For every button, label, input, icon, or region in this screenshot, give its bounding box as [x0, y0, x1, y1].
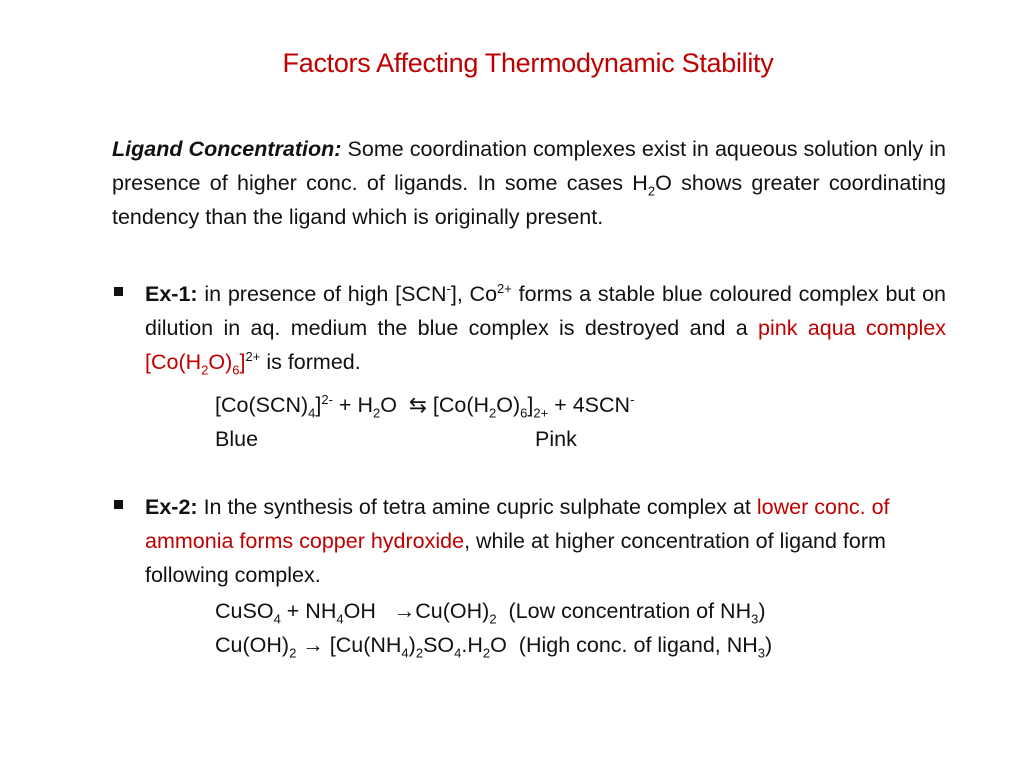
- intro-paragraph: Ligand Concentration: Some coordination complexes exist in aqueous solution only in presence of higher conc. of ligands. In some cases $H_2O$ shows greater coordinating tendency than the ligand which is originally present.: [112, 137, 947, 229]
- ex2-label: Ex-2:: [145, 495, 198, 519]
- ex2-red-text: lower conc. of ammonia forms copper hydroxide: [145, 495, 890, 553]
- intro-text: Some coordination complexes exist in aqueous solution only in presence of higher conc. of ligands. In some cases H: [112, 137, 946, 195]
- ex1-label: Ex-1:: [145, 282, 198, 306]
- bullet-ex1: Ex-1: in presence of high [SCN-], $Co^{2+}$ forms a stable blue coloured complex but on dilution in aq. medium the blue complex is destroyed and a pink aqua complex $[Co(H_2O)_6]^{2+}$ is formed.: [112, 277, 946, 379]
- ex1-red-text: pink aqua complex $[Co(H_2O)_6]$: [145, 316, 946, 378]
- ex2-eq2-note: (High conc. of ligand, NH: [518, 633, 758, 657]
- ex1-equation-labels: [215, 422, 715, 456]
- intro-text-2: O shows greater coordinating tendency than the ligand which is originally present.: [112, 171, 947, 229]
- slide-title: Factors Affecting Thermodynamic Stability: [282, 48, 774, 78]
- eq-label-blue: Blue: [215, 427, 259, 451]
- bullet-square-icon: [114, 287, 123, 296]
- intro-label: Ligand Concentration:: [112, 137, 342, 161]
- ex2-equation-1: CuSO$_4$ + $NH_4OH \to Cu(OH)_2$ (Low concentration of $NH_3$): [215, 599, 766, 627]
- ex2-equation-2: $Cu(OH)_2 \to [Cu(NH_4)_2SO_4.H_2O$ (High conc. of ligand, $NH_3$): [215, 633, 773, 661]
- ex2-text-1: In the synthesis of tetra amine cupric sulphate complex at: [203, 495, 751, 519]
- eq-label-pink: Pink: [535, 427, 577, 451]
- ex2-eq1-note: (Low concentration of NH: [508, 599, 752, 623]
- ex1-text-1: in presence of high [SCN: [204, 282, 447, 306]
- bullet-square-icon: [114, 500, 123, 509]
- ex2-text-2: , while at higher concentration of ligand form following complex.: [145, 529, 886, 587]
- ex1-text-2: ], Co: [450, 282, 498, 306]
- bullet-ex2: [112, 490, 946, 592]
- ex1-equation: $[Co(SCN)_4]^{2-} + H_2O$ ⇆ $[Co(H_2O)_6]_{2+} + 4SCN^-$: [215, 391, 635, 421]
- ex1-text-3: forms a stable blue coloured complex but on dilution in aq. medium the blue complex is destroyed and a: [145, 282, 946, 340]
- ex1-text-4: is formed.: [266, 350, 361, 374]
